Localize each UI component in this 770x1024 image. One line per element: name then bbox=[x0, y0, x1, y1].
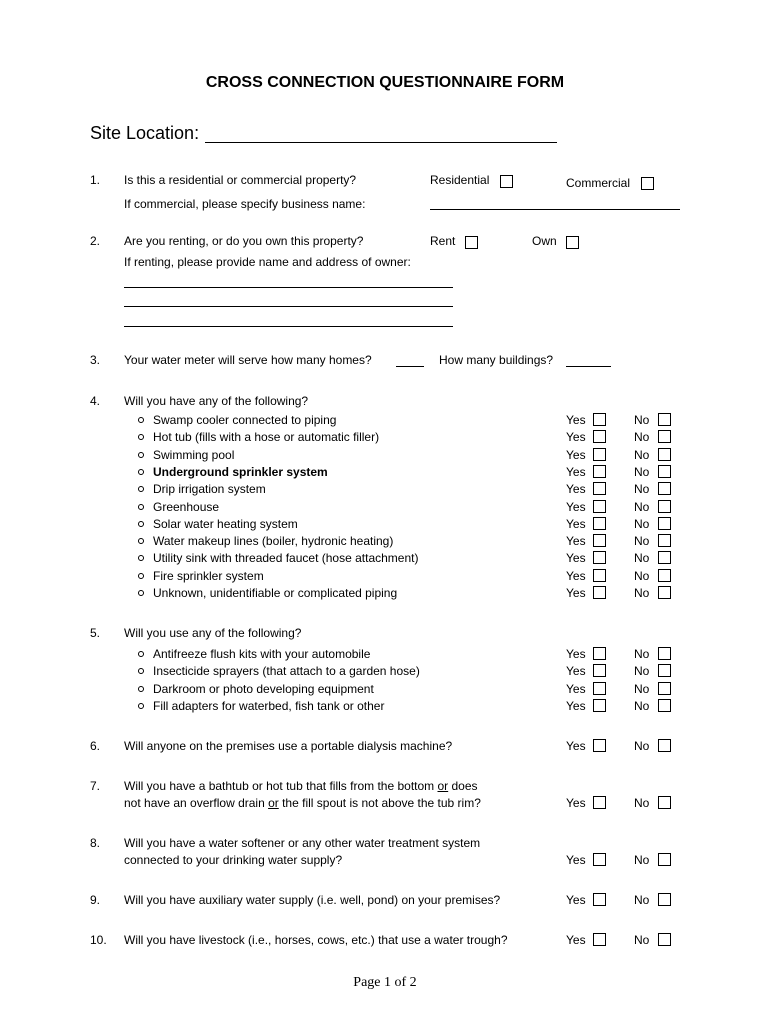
q2-own-checkbox[interactable] bbox=[566, 236, 579, 249]
q4-item-8-yes-checkbox[interactable] bbox=[593, 534, 606, 547]
q7-yes-checkbox[interactable] bbox=[593, 796, 606, 809]
q7-line1-or: or bbox=[437, 779, 449, 793]
q4-item-label: Underground sprinkler system bbox=[153, 464, 328, 479]
q2-subtext: If renting, please provide name and address of owner: bbox=[124, 255, 411, 269]
q5-item-2-yes-label: Yes bbox=[566, 664, 586, 679]
site-location-label: Site Location: bbox=[90, 123, 200, 143]
q4-item-10-no-checkbox[interactable] bbox=[658, 569, 671, 582]
q4-item-11-yes-label: Yes bbox=[566, 586, 586, 600]
q7-no-checkbox[interactable] bbox=[658, 796, 671, 809]
q5-item-label: Darkroom or photo developing equipment bbox=[153, 681, 374, 696]
q4-item-4-yes-checkbox[interactable] bbox=[593, 465, 606, 478]
q8-yes-checkbox[interactable] bbox=[593, 853, 606, 866]
q5-item-label: Fill adapters for waterbed, fish tank or other bbox=[153, 698, 385, 713]
q5-item-3-no-checkbox[interactable] bbox=[658, 682, 671, 695]
owner-line-2[interactable] bbox=[124, 306, 453, 307]
q4-item-5-no-label: No bbox=[634, 482, 650, 497]
q1-commercial-label: Commercial bbox=[566, 176, 631, 190]
q4-item-3-no-label: No bbox=[634, 447, 650, 462]
q4-item-10-yes-checkbox[interactable] bbox=[593, 569, 606, 582]
q5-item-3-no-label: No bbox=[634, 681, 650, 696]
bullet-icon bbox=[138, 469, 144, 475]
bullet-icon bbox=[138, 538, 144, 544]
q4-item-2-yes-checkbox[interactable] bbox=[593, 430, 606, 443]
bullet-icon bbox=[138, 590, 144, 596]
site-location-field[interactable] bbox=[205, 142, 557, 143]
q4-item-label: Greenhouse bbox=[153, 499, 220, 514]
q4-item-11-no-label: No bbox=[634, 586, 650, 600]
q8-line2: connected to your drinking water supply? bbox=[124, 853, 343, 867]
q4-item-6-no-checkbox[interactable] bbox=[658, 500, 671, 513]
q5-item-1-yes-label: Yes bbox=[566, 647, 586, 661]
q6-yes-checkbox[interactable] bbox=[593, 739, 606, 752]
q4-item-2-yes-label: Yes bbox=[566, 430, 586, 445]
q4-item-7-yes-checkbox[interactable] bbox=[593, 517, 606, 530]
q4-item-5-yes-label: Yes bbox=[566, 482, 586, 497]
q4-text: Will you have any of the following? bbox=[124, 394, 309, 408]
q7-line2-or: or bbox=[268, 796, 279, 810]
q4-item-label: Swamp cooler connected to piping bbox=[153, 413, 337, 427]
q4-item-11-no-checkbox[interactable] bbox=[658, 586, 671, 599]
q1-text: Is this a residential or commercial property? bbox=[124, 173, 357, 187]
q4-item-1-yes-label: Yes bbox=[566, 413, 586, 427]
q6-text: Will anyone on the premises use a portable dialysis machine? bbox=[124, 739, 453, 753]
q4-item-3-yes-label: Yes bbox=[566, 447, 586, 462]
q7-yes-label: Yes bbox=[566, 796, 586, 810]
bullet-icon bbox=[138, 686, 144, 692]
q5-item-4-yes-checkbox[interactable] bbox=[593, 699, 606, 712]
q4-item-3-no-checkbox[interactable] bbox=[658, 448, 671, 461]
q5-number: 5. bbox=[90, 626, 101, 640]
q4-item-7-no-label: No bbox=[634, 516, 650, 531]
q4-item-5-yes-checkbox[interactable] bbox=[593, 482, 606, 495]
q9-no-label: No bbox=[634, 893, 650, 907]
q9-yes-label: Yes bbox=[566, 893, 586, 907]
q8-no-label: No bbox=[634, 853, 650, 867]
q9-number: 9. bbox=[90, 893, 101, 907]
q4-item-10-no-label: No bbox=[634, 568, 650, 583]
q5-item-4-no-label: No bbox=[634, 698, 650, 713]
q1-subtext: If commercial, please specify business name: bbox=[124, 197, 366, 211]
q5-item-2-no-checkbox[interactable] bbox=[658, 664, 671, 677]
homes-count-field[interactable] bbox=[396, 366, 424, 367]
q10-number: 10. bbox=[90, 933, 107, 947]
q3-text: Your water meter will serve how many homes? bbox=[124, 353, 372, 367]
bullet-icon bbox=[138, 504, 144, 510]
q4-item-4-no-label: No bbox=[634, 464, 650, 479]
q6-yes-label: Yes bbox=[566, 739, 586, 753]
q4-item-1-no-label: No bbox=[634, 413, 650, 427]
q4-item-5-no-checkbox[interactable] bbox=[658, 482, 671, 495]
q4-item-label: Drip irrigation system bbox=[153, 482, 266, 497]
q4-number: 4. bbox=[90, 394, 101, 408]
q4-item-label: Swimming pool bbox=[153, 447, 235, 462]
bullet-icon bbox=[138, 521, 144, 527]
q9-yes-checkbox[interactable] bbox=[593, 893, 606, 906]
q4-item-10-yes-label: Yes bbox=[566, 568, 586, 583]
page-title: CROSS CONNECTION QUESTIONNAIRE FORM bbox=[205, 74, 565, 91]
q10-text: Will you have livestock (i.e., horses, cows, etc.) that use a water trough? bbox=[124, 933, 508, 947]
q10-yes-label: Yes bbox=[566, 933, 586, 947]
q4-item-7-no-checkbox[interactable] bbox=[658, 517, 671, 530]
q3-text2: How many buildings? bbox=[439, 353, 554, 367]
q5-item-2-yes-checkbox[interactable] bbox=[593, 664, 606, 677]
q1-commercial-checkbox[interactable] bbox=[641, 177, 654, 190]
q4-item-8-no-checkbox[interactable] bbox=[658, 534, 671, 547]
q8-line1: Will you have a water softener or any other water treatment system bbox=[124, 836, 481, 850]
bullet-icon bbox=[138, 417, 144, 423]
q5-item-2-no-label: No bbox=[634, 664, 650, 679]
q8-number: 8. bbox=[90, 836, 101, 850]
q4-item-2-no-label: No bbox=[634, 430, 650, 445]
q5-item-3-yes-checkbox[interactable] bbox=[593, 682, 606, 695]
q8-no-checkbox[interactable] bbox=[658, 853, 671, 866]
business-name-field[interactable] bbox=[430, 209, 680, 210]
q5-item-1-no-checkbox[interactable] bbox=[658, 647, 671, 660]
owner-line-3[interactable] bbox=[124, 326, 453, 327]
q4-item-6-yes-label: Yes bbox=[566, 499, 586, 514]
q7-no-label: No bbox=[634, 796, 650, 810]
q6-no-label: No bbox=[634, 739, 650, 753]
q2-rent-label: Rent bbox=[430, 234, 456, 248]
page-footer: Page 1 of 2 bbox=[353, 975, 417, 990]
bullet-icon bbox=[138, 703, 144, 709]
q4-item-label: Utility sink with threaded faucet (hose attachment) bbox=[153, 551, 419, 566]
q7-line1 bbox=[124, 780, 478, 792]
q4-item-9-no-label: No bbox=[634, 551, 650, 566]
q2-rent-checkbox[interactable] bbox=[465, 236, 478, 249]
q4-item-label: Unknown, unidentifiable or complicated piping bbox=[153, 586, 398, 600]
q4-item-label: Fire sprinkler system bbox=[153, 568, 264, 583]
q5-item-3-yes-label: Yes bbox=[566, 681, 586, 696]
q4-item-6-yes-checkbox[interactable] bbox=[593, 500, 606, 513]
q10-no-label: No bbox=[634, 933, 650, 947]
q5-item-1-no-label: No bbox=[634, 647, 650, 661]
q2-own-label: Own bbox=[532, 234, 557, 248]
q4-item-1-yes-checkbox[interactable] bbox=[593, 413, 606, 426]
q5-item-1-yes-checkbox[interactable] bbox=[593, 647, 606, 660]
q4-item-6-no-label: No bbox=[634, 499, 650, 514]
q5-item-label: Insecticide sprayers (that attach to a garden hose) bbox=[153, 664, 420, 679]
q9-no-checkbox[interactable] bbox=[658, 893, 671, 906]
q7-line2-b: the fill spout is not above the tub rim? bbox=[278, 796, 481, 810]
q4-item-8-no-label: No bbox=[634, 534, 650, 549]
q6-no-checkbox[interactable] bbox=[658, 739, 671, 752]
q6-number: 6. bbox=[90, 739, 101, 753]
q7-number: 7. bbox=[90, 779, 101, 793]
q4-item-8-yes-label: Yes bbox=[566, 534, 586, 549]
q9-text: Will you have auxiliary water supply (i.e. well, pond) on your premises? bbox=[124, 893, 501, 907]
q4-item-label: Hot tub (fills with a hose or automatic filler) bbox=[153, 430, 380, 445]
q7-line1-a: Will you have a bathtub or hot tub that fills from the bottom bbox=[124, 779, 438, 793]
bullet-icon bbox=[138, 486, 144, 492]
q4-item-4-no-checkbox[interactable] bbox=[658, 465, 671, 478]
q4-item-9-no-checkbox[interactable] bbox=[658, 551, 671, 564]
owner-line-1[interactable] bbox=[124, 287, 453, 288]
bullet-icon bbox=[138, 452, 144, 458]
q4-item-4-yes-label: Yes bbox=[566, 464, 586, 479]
bullet-icon bbox=[138, 573, 144, 579]
q4-item-label: Solar water heating system bbox=[153, 516, 298, 531]
q3-number: 3. bbox=[90, 353, 101, 367]
q10-no-checkbox[interactable] bbox=[658, 933, 671, 946]
q7-line2-a: not have an overflow drain bbox=[124, 796, 269, 810]
q4-item-3-yes-checkbox[interactable] bbox=[593, 448, 606, 461]
q7-line2 bbox=[124, 797, 481, 809]
q4-item-label: Water makeup lines (boiler, hydronic heating) bbox=[153, 534, 394, 549]
q2-number: 2. bbox=[90, 234, 101, 248]
q5-item-4-no-checkbox[interactable] bbox=[658, 699, 671, 712]
q1-residential-checkbox[interactable] bbox=[500, 175, 513, 188]
bullet-icon bbox=[138, 651, 144, 657]
q4-item-1-no-checkbox[interactable] bbox=[658, 413, 671, 426]
q4-item-9-yes-checkbox[interactable] bbox=[593, 551, 606, 564]
q5-text: Will you use any of the following? bbox=[124, 626, 302, 640]
bullet-icon bbox=[138, 434, 144, 440]
q4-item-2-no-checkbox[interactable] bbox=[658, 430, 671, 443]
q2-text: Are you renting, or do you own this property? bbox=[124, 234, 364, 248]
q4-item-11-yes-checkbox[interactable] bbox=[593, 586, 606, 599]
q4-item-9-yes-label: Yes bbox=[566, 551, 586, 566]
buildings-count-field[interactable] bbox=[566, 366, 611, 367]
q8-yes-label: Yes bbox=[566, 853, 586, 867]
q5-item-4-yes-label: Yes bbox=[566, 698, 586, 713]
q1-number: 1. bbox=[90, 173, 101, 187]
bullet-icon bbox=[138, 668, 144, 674]
q5-item-label: Antifreeze flush kits with your automobile bbox=[153, 647, 371, 661]
bullet-icon bbox=[138, 555, 144, 561]
q1-residential-label: Residential bbox=[430, 173, 490, 187]
q4-item-7-yes-label: Yes bbox=[566, 516, 586, 531]
q7-line1-b: does bbox=[448, 779, 478, 793]
q10-yes-checkbox[interactable] bbox=[593, 933, 606, 946]
